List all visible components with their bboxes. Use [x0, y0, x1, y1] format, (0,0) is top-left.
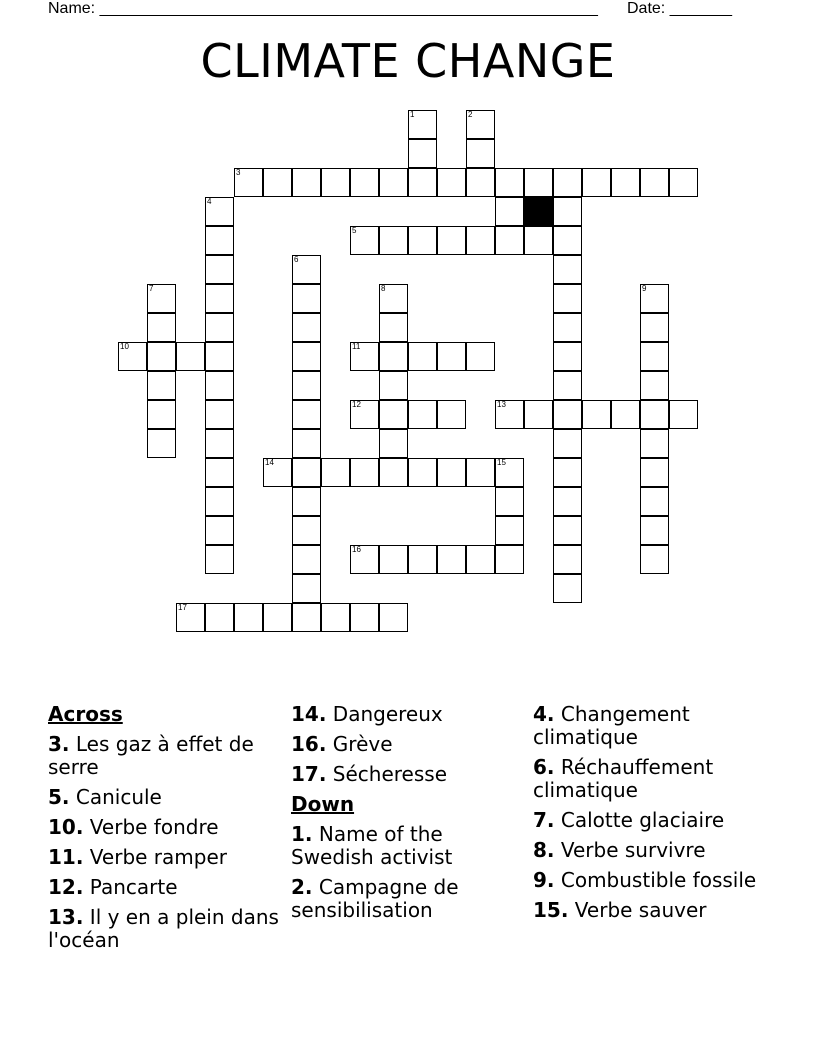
- grid-cell[interactable]: [524, 168, 553, 197]
- grid-cell[interactable]: [292, 574, 321, 603]
- clue-item-number: 10.: [48, 815, 84, 839]
- grid-cell[interactable]: [176, 603, 205, 632]
- grid-cell[interactable]: [118, 342, 147, 371]
- clue-column-3: [533, 703, 773, 929]
- clue-item: [291, 733, 531, 756]
- grid-cell[interactable]: [611, 168, 640, 197]
- clue-item-number: 8.: [533, 838, 555, 862]
- clue-number: 5: [352, 226, 357, 235]
- grid-cell[interactable]: [640, 545, 669, 574]
- grid-cell[interactable]: [553, 574, 582, 603]
- grid-cell[interactable]: [350, 603, 379, 632]
- clue-item-number: 3.: [48, 732, 70, 756]
- grid-cell[interactable]: [437, 458, 466, 487]
- clue-item-number: 6.: [533, 755, 555, 779]
- grid-cell[interactable]: [263, 168, 292, 197]
- grid-cell[interactable]: [640, 458, 669, 487]
- clue-item: [48, 846, 288, 869]
- grid-cell[interactable]: [147, 400, 176, 429]
- grid-cell[interactable]: [640, 487, 669, 516]
- grid-cell[interactable]: [321, 458, 350, 487]
- clue-item-number: 11.: [48, 845, 84, 869]
- grid-cell[interactable]: [379, 284, 408, 313]
- clue-number: 8: [381, 284, 386, 293]
- clue-item-number: 2.: [291, 875, 313, 899]
- grid-cell[interactable]: [466, 458, 495, 487]
- grid-cell[interactable]: [147, 342, 176, 371]
- grid-cell[interactable]: [147, 313, 176, 342]
- clue-item-text: Combustible fossile: [554, 868, 757, 892]
- clue-number: 6: [294, 255, 299, 264]
- grid-cell[interactable]: [582, 168, 611, 197]
- clue-item: [533, 756, 773, 802]
- grid-cell[interactable]: [350, 226, 379, 255]
- grid-cell[interactable]: [582, 400, 611, 429]
- clue-item-text: Verbe ramper: [83, 845, 227, 869]
- clue-item: [48, 786, 288, 809]
- grid-cell[interactable]: [466, 139, 495, 168]
- grid-cell[interactable]: [292, 458, 321, 487]
- clue-item: [533, 839, 773, 862]
- grid-cell[interactable]: [495, 197, 524, 226]
- grid-cell[interactable]: [205, 400, 234, 429]
- grid-cell[interactable]: [292, 342, 321, 371]
- clue-item: [48, 733, 288, 779]
- clue-number: 1: [410, 110, 415, 119]
- grid-cell[interactable]: [495, 458, 524, 487]
- grid-cell[interactable]: [466, 226, 495, 255]
- grid-cell[interactable]: [640, 342, 669, 371]
- grid-cell[interactable]: [205, 197, 234, 226]
- grid-cell[interactable]: [495, 226, 524, 255]
- grid-cell[interactable]: [205, 284, 234, 313]
- grid-cell[interactable]: [640, 516, 669, 545]
- grid-cell[interactable]: [437, 342, 466, 371]
- grid-cell[interactable]: [640, 400, 669, 429]
- page-title: CLIMATE CHANGE: [200, 34, 616, 88]
- clue-item: [533, 899, 773, 922]
- clue-item: [533, 809, 773, 832]
- clue-column-1: [48, 703, 288, 959]
- grid-cell[interactable]: [466, 110, 495, 139]
- grid-cell[interactable]: [553, 516, 582, 545]
- grid-cell[interactable]: [553, 429, 582, 458]
- grid-cell[interactable]: [379, 371, 408, 400]
- grid-cell[interactable]: [408, 342, 437, 371]
- grid-cell[interactable]: [205, 342, 234, 371]
- clue-item-text: Verbe fondre: [83, 815, 219, 839]
- grid-cell[interactable]: [350, 545, 379, 574]
- grid-cell[interactable]: [553, 168, 582, 197]
- grid-cell[interactable]: [553, 284, 582, 313]
- grid-cell[interactable]: [205, 371, 234, 400]
- grid-cell[interactable]: [205, 603, 234, 632]
- grid-cell[interactable]: [640, 371, 669, 400]
- grid-cell[interactable]: [234, 168, 263, 197]
- clue-item: [533, 869, 773, 892]
- clue-number: 3: [236, 168, 241, 177]
- grid-cell[interactable]: [321, 168, 350, 197]
- grid-cell[interactable]: [553, 545, 582, 574]
- grid-cell[interactable]: [553, 400, 582, 429]
- grid-cell[interactable]: [408, 139, 437, 168]
- down-heading: Down: [291, 792, 355, 816]
- grid-cell[interactable]: [669, 168, 698, 197]
- grid-cell[interactable]: [611, 400, 640, 429]
- grid-cell[interactable]: [379, 603, 408, 632]
- grid-block: [524, 197, 553, 226]
- grid-cell[interactable]: [553, 226, 582, 255]
- clue-number: 14: [265, 458, 274, 467]
- grid-cell[interactable]: [437, 400, 466, 429]
- clue-number: 2: [468, 110, 473, 119]
- grid-cell[interactable]: [379, 458, 408, 487]
- grid-cell[interactable]: [437, 545, 466, 574]
- grid-cell[interactable]: [147, 284, 176, 313]
- clue-item-text: Canicule: [69, 785, 162, 809]
- grid-cell[interactable]: [553, 313, 582, 342]
- grid-cell[interactable]: [437, 226, 466, 255]
- grid-cell[interactable]: [379, 313, 408, 342]
- clue-item-text: Les gaz à effet de serre: [48, 732, 254, 779]
- grid-cell[interactable]: [408, 458, 437, 487]
- grid-cell[interactable]: [379, 545, 408, 574]
- grid-cell[interactable]: [205, 516, 234, 545]
- clue-number: 9: [642, 284, 647, 293]
- clue-item: [48, 876, 288, 899]
- grid-cell[interactable]: [524, 226, 553, 255]
- clue-number: 13: [497, 400, 506, 409]
- clue-number: 16: [352, 545, 361, 554]
- grid-cell[interactable]: [292, 284, 321, 313]
- grid-cell[interactable]: [205, 545, 234, 574]
- clue-item-number: 5.: [48, 785, 70, 809]
- clue-number: 11: [352, 342, 361, 351]
- grid-cell[interactable]: [205, 429, 234, 458]
- grid-cell[interactable]: [176, 342, 205, 371]
- grid-cell[interactable]: [437, 168, 466, 197]
- grid-cell[interactable]: [350, 342, 379, 371]
- grid-cell[interactable]: [466, 545, 495, 574]
- grid-cell[interactable]: [495, 168, 524, 197]
- across-heading: Across: [48, 702, 123, 726]
- grid-cell[interactable]: [640, 168, 669, 197]
- clue-item: [291, 876, 531, 922]
- clue-number: 10: [120, 342, 129, 351]
- clue-item-number: 12.: [48, 875, 84, 899]
- grid-cell[interactable]: [292, 429, 321, 458]
- clue-number: 15: [497, 458, 506, 467]
- clue-item: [291, 763, 531, 786]
- grid-cell[interactable]: [321, 603, 350, 632]
- clue-column-2: [291, 703, 531, 929]
- clue-number: 4: [207, 197, 212, 206]
- grid-cell[interactable]: [379, 342, 408, 371]
- grid-cell[interactable]: [147, 429, 176, 458]
- clue-item: [48, 816, 288, 839]
- grid-cell[interactable]: [350, 400, 379, 429]
- clue-item-text: Verbe sauver: [568, 898, 707, 922]
- grid-cell[interactable]: [466, 168, 495, 197]
- grid-cell[interactable]: [292, 313, 321, 342]
- grid-cell[interactable]: [408, 400, 437, 429]
- grid-cell[interactable]: [292, 516, 321, 545]
- clue-item-number: 15.: [533, 898, 569, 922]
- clue-item: [291, 823, 531, 869]
- clue-number: 12: [352, 400, 361, 409]
- grid-cell[interactable]: [495, 545, 524, 574]
- grid-cell[interactable]: [466, 342, 495, 371]
- grid-cell[interactable]: [553, 342, 582, 371]
- clue-item-text: Changement climatique: [533, 702, 690, 749]
- grid-cell[interactable]: [524, 400, 553, 429]
- clue-item-text: Calotte glaciaire: [554, 808, 725, 832]
- grid-cell[interactable]: [205, 313, 234, 342]
- grid-cell[interactable]: [379, 400, 408, 429]
- clue-item: [533, 703, 773, 749]
- clue-item: [291, 703, 531, 726]
- grid-cell[interactable]: [640, 313, 669, 342]
- grid-cell[interactable]: [553, 197, 582, 226]
- grid-cell[interactable]: [205, 458, 234, 487]
- grid-cell[interactable]: [292, 545, 321, 574]
- clue-number: 17: [178, 603, 187, 612]
- grid-cell[interactable]: [495, 400, 524, 429]
- grid-cell[interactable]: [292, 371, 321, 400]
- grid-cell[interactable]: [205, 487, 234, 516]
- grid-cell[interactable]: [408, 168, 437, 197]
- clue-item-text: Dangereux: [326, 702, 443, 726]
- grid-cell[interactable]: [292, 168, 321, 197]
- clue-item-number: 16.: [291, 732, 327, 756]
- clue-item-text: Verbe survivre: [554, 838, 706, 862]
- grid-cell[interactable]: [408, 226, 437, 255]
- grid-cell[interactable]: [292, 487, 321, 516]
- grid-cell[interactable]: [379, 168, 408, 197]
- grid-cell[interactable]: [379, 429, 408, 458]
- clue-item-number: 7.: [533, 808, 555, 832]
- name-field[interactable]: Name: ________________________________________________________: [48, 0, 598, 17]
- clue-item-number: 14.: [291, 702, 327, 726]
- grid-cell[interactable]: [292, 400, 321, 429]
- clue-item-text: Il y en a plein dans l'océan: [48, 905, 279, 952]
- grid-cell[interactable]: [379, 226, 408, 255]
- grid-cell[interactable]: [669, 400, 698, 429]
- clue-number: 7: [149, 284, 154, 293]
- grid-cell[interactable]: [495, 487, 524, 516]
- grid-cell[interactable]: [350, 458, 379, 487]
- grid-cell[interactable]: [553, 371, 582, 400]
- clue-item-text: Sécheresse: [326, 762, 448, 786]
- grid-cell[interactable]: [263, 458, 292, 487]
- clue-item-text: Name of the Swedish activist: [291, 822, 453, 869]
- clue-item-number: 4.: [533, 702, 555, 726]
- clue-item-number: 9.: [533, 868, 555, 892]
- clue-item-number: 13.: [48, 905, 84, 929]
- grid-cell[interactable]: [292, 603, 321, 632]
- grid-cell[interactable]: [205, 226, 234, 255]
- grid-cell[interactable]: [408, 545, 437, 574]
- grid-cell[interactable]: [147, 371, 176, 400]
- grid-cell[interactable]: [640, 284, 669, 313]
- clue-item: [48, 906, 288, 952]
- clue-item-number: 17.: [291, 762, 327, 786]
- clue-item-text: Grève: [326, 732, 393, 756]
- clue-item-text: Pancarte: [83, 875, 178, 899]
- grid-cell[interactable]: [640, 429, 669, 458]
- date-field[interactable]: Date: _______: [627, 0, 732, 17]
- grid-cell[interactable]: [553, 487, 582, 516]
- grid-cell[interactable]: [205, 255, 234, 284]
- grid-cell[interactable]: [234, 603, 263, 632]
- clue-item-text: Campagne de sensibilisation: [291, 875, 459, 922]
- clue-item-number: 1.: [291, 822, 313, 846]
- grid-cell[interactable]: [292, 255, 321, 284]
- grid-cell[interactable]: [553, 458, 582, 487]
- grid-cell[interactable]: [553, 255, 582, 284]
- grid-cell[interactable]: [495, 516, 524, 545]
- clue-item-text: Réchauffement climatique: [533, 755, 714, 802]
- grid-cell[interactable]: [408, 110, 437, 139]
- grid-cell[interactable]: [263, 603, 292, 632]
- grid-cell[interactable]: [350, 168, 379, 197]
